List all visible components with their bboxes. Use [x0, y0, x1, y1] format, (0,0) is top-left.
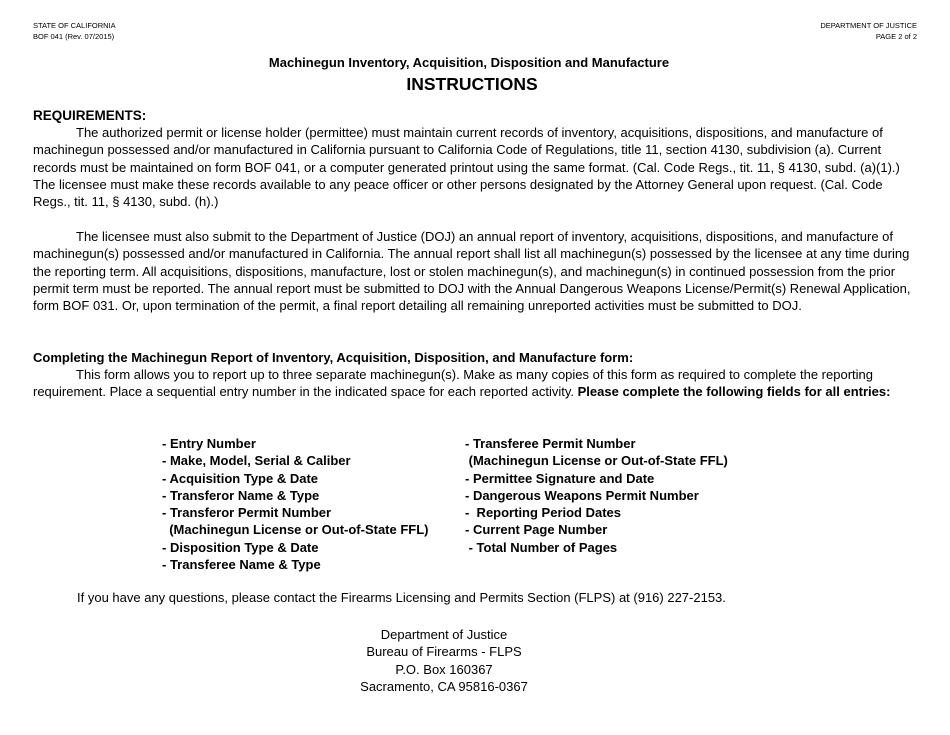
- field-item: - Dangerous Weapons Permit Number: [465, 487, 699, 503]
- field-item: - Acquisition Type & Date: [162, 470, 319, 486]
- fields-list-left: [162, 435, 429, 573]
- page-number: PAGE 2 of 2: [875, 32, 917, 41]
- field-item: (Machinegun License or Out-of-State FFL): [465, 453, 728, 469]
- field-item: - Disposition Type & Date: [162, 539, 319, 555]
- requirements-paragraph-1-text: The authorized permit or license holder (permittee) must maintain current records of inventory, acquisitions, dispositions, and manufacture of machinegun possessed and/or manufactured in California pursuant to California Code of Regulations, title 11, section 4130, subdivision (a). Current records must be maintained on form BOF 041, or a computer generated printout using the same format. (Cal. Code Regs., tit. 11, § 4130, subd. (a)(1).) The licensee must make these records available to any peace officer or other persons designated by the Attorney General upon request. (Cal. Code Regs., tit. 11, § 4130, subd. (h).): [33, 125, 900, 210]
- field-item: - Transferee Permit Number: [465, 436, 636, 451]
- header-right: [820, 20, 917, 42]
- fields-list-right: [465, 435, 728, 556]
- department-label: DEPARTMENT OF JUSTICE: [820, 21, 917, 30]
- completing-paragraph: [33, 366, 921, 401]
- document-subtitle: Machinegun Inventory, Acquisition, Disposition and Manufacture: [268, 55, 670, 70]
- field-item: - Make, Model, Serial & Caliber: [162, 453, 351, 469]
- mailing-address: [344, 626, 544, 695]
- field-item: - Reporting Period Dates: [465, 505, 622, 521]
- address-line: Sacramento, CA 95816-0367: [360, 678, 528, 694]
- field-item: - Transferor Name & Type: [162, 487, 320, 503]
- state-label: STATE OF CALIFORNIA: [33, 21, 116, 30]
- requirements-heading: REQUIREMENTS:: [33, 108, 147, 123]
- completing-heading: Completing the Machinegun Report of Inventory, Acquisition, Disposition, and Manufacture form:: [33, 350, 634, 365]
- field-item: - Transferor Permit Number: [162, 505, 332, 521]
- form-id: BOF 041 (Rev. 07/2015): [33, 32, 115, 41]
- address-line: Department of Justice: [380, 627, 508, 642]
- requirements-paragraph-2: [33, 228, 921, 314]
- requirements-paragraph-2-text: The licensee must also submit to the Department of Justice (DOJ) an annual report of inventory, acquisitions, dispositions, and manufacture of machinegun(s) possessed and/or manufactured in California. The annual report shall list all machinegun(s) possessed by the licensee at any time during the reporting term. All acquisitions, dispositions, manufacture, lost or stolen machinegun(s), and machinegun(s) in continued possession from the prior permit term must be reported. The annual report must be submitted to DOJ with the Annual Dangerous Weapons License/Permit(s) Renewal Application, form BOF 031. Or, upon termination of the permit, a final report detailing all remaining unreported activities must be submitted to DOJ.: [33, 229, 911, 314]
- field-item: (Machinegun License or Out-of-State FFL): [162, 522, 429, 538]
- field-item: - Transferee Name & Type: [162, 557, 321, 573]
- completing-paragraph-text: This form allows you to report up to three separate machinegun(s). Make as many copies of this form as required to complete the reporting requirement. Place a sequential entry number in the indicated space for each reported activity.: [33, 367, 873, 400]
- completing-paragraph-bold: Please complete the following fields for all entries:: [577, 384, 891, 400]
- contact-info: If you have any questions, please contact the Firearms Licensing and Permits Section (FLPS) at (916) 227-2153.: [77, 590, 726, 605]
- field-item: - Total Number of Pages: [465, 539, 618, 555]
- address-line: Bureau of Firearms - FLPS: [366, 644, 522, 660]
- header-left: [33, 20, 116, 42]
- requirements-paragraph-1: [33, 124, 921, 210]
- field-item: - Permittee Signature and Date: [465, 470, 655, 486]
- field-item: - Current Page Number: [465, 522, 608, 538]
- address-line: P.O. Box 160367: [395, 661, 493, 677]
- field-item: - Entry Number: [162, 436, 256, 451]
- document-title: INSTRUCTIONS: [406, 74, 538, 94]
